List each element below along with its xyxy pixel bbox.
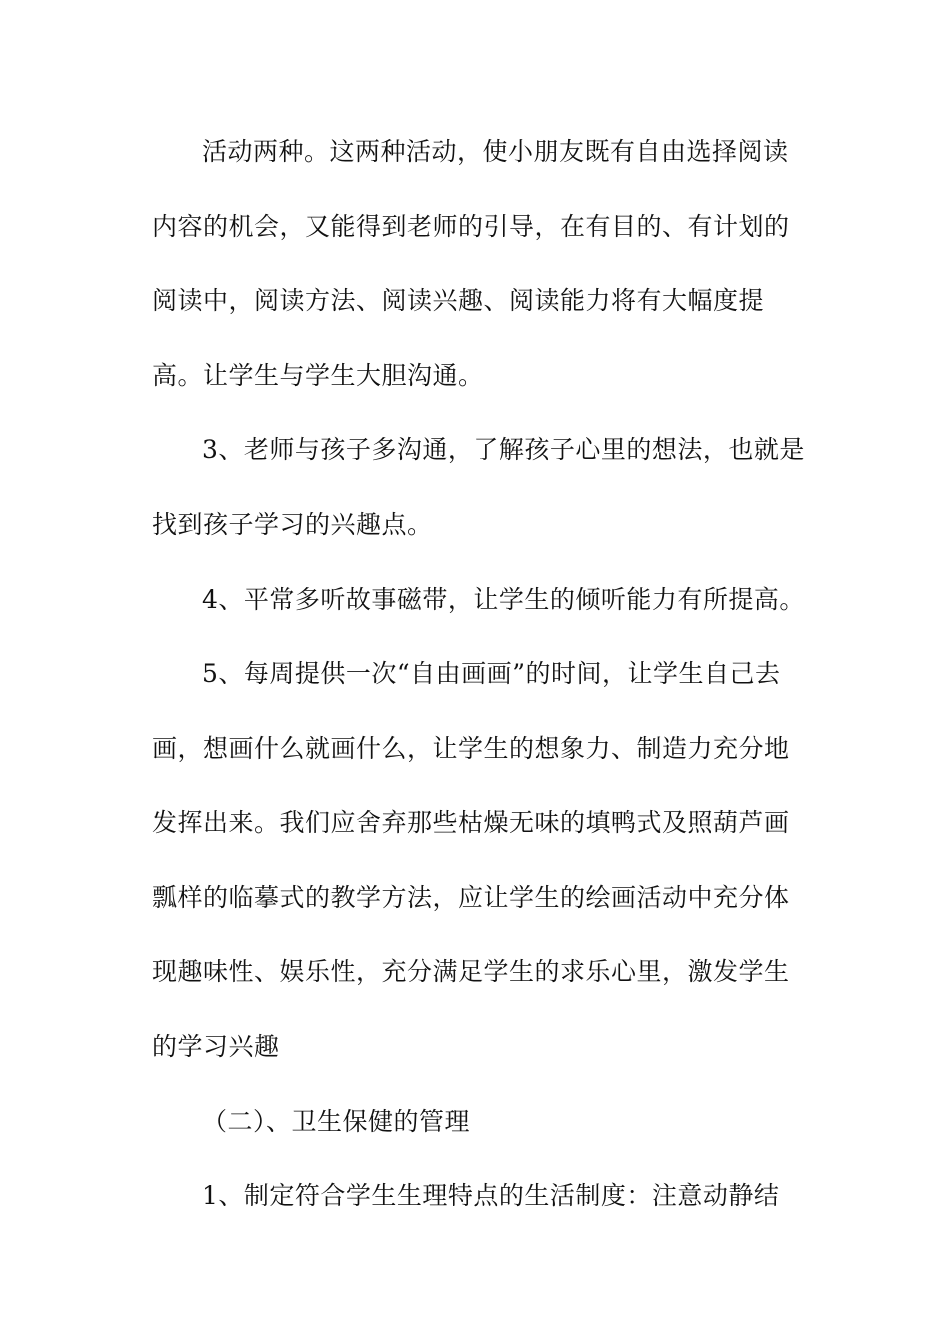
- paragraph-line-4: 高。让学生与学生大胆沟通。: [152, 361, 484, 390]
- list-item-4-line-1: 4、平常多听故事磁带，让学生的倾听能力有所提高。: [202, 585, 805, 614]
- paragraph-line-2: 内容的机会，又能得到老师的引导，在有目的、有计划的: [152, 212, 790, 241]
- section-heading: （二）、卫生保健的管理: [202, 1107, 471, 1136]
- list-item-5-line-2: 画，想画什么就画什么，让学生的想象力、制造力充分地: [152, 734, 790, 763]
- list-item-1-line-1: 1、制定符合学生生理特点的生活制度：注意动静结: [202, 1181, 780, 1210]
- list-item-5-line-1: 5、每周提供一次“自由画画”的时间，让学生自己去: [202, 659, 781, 688]
- list-item-5-line-3: 发挥出来。我们应舍弃那些枯燥无味的填鸭式及照葫芦画: [152, 808, 790, 837]
- paragraph-line-3: 阅读中，阅读方法、阅读兴趣、阅读能力将有大幅度提: [152, 286, 765, 315]
- list-item-5-line-6: 的学习兴趣: [152, 1032, 280, 1061]
- list-item-3-line-2: 找到孩子学习的兴趣点。: [152, 510, 433, 539]
- list-item-5-line-4: 瓢样的临摹式的教学方法，应让学生的绘画活动中充分体: [152, 883, 790, 912]
- paragraph-line-1: 活动两种。这两种活动，使小朋友既有自由选择阅读: [202, 137, 789, 166]
- list-item-3-line-1: 3、老师与孩子多沟通，了解孩子心里的想法，也就是: [202, 435, 805, 464]
- list-item-5-line-5: 现趣味性、娱乐性，充分满足学生的求乐心里，激发学生: [152, 957, 790, 986]
